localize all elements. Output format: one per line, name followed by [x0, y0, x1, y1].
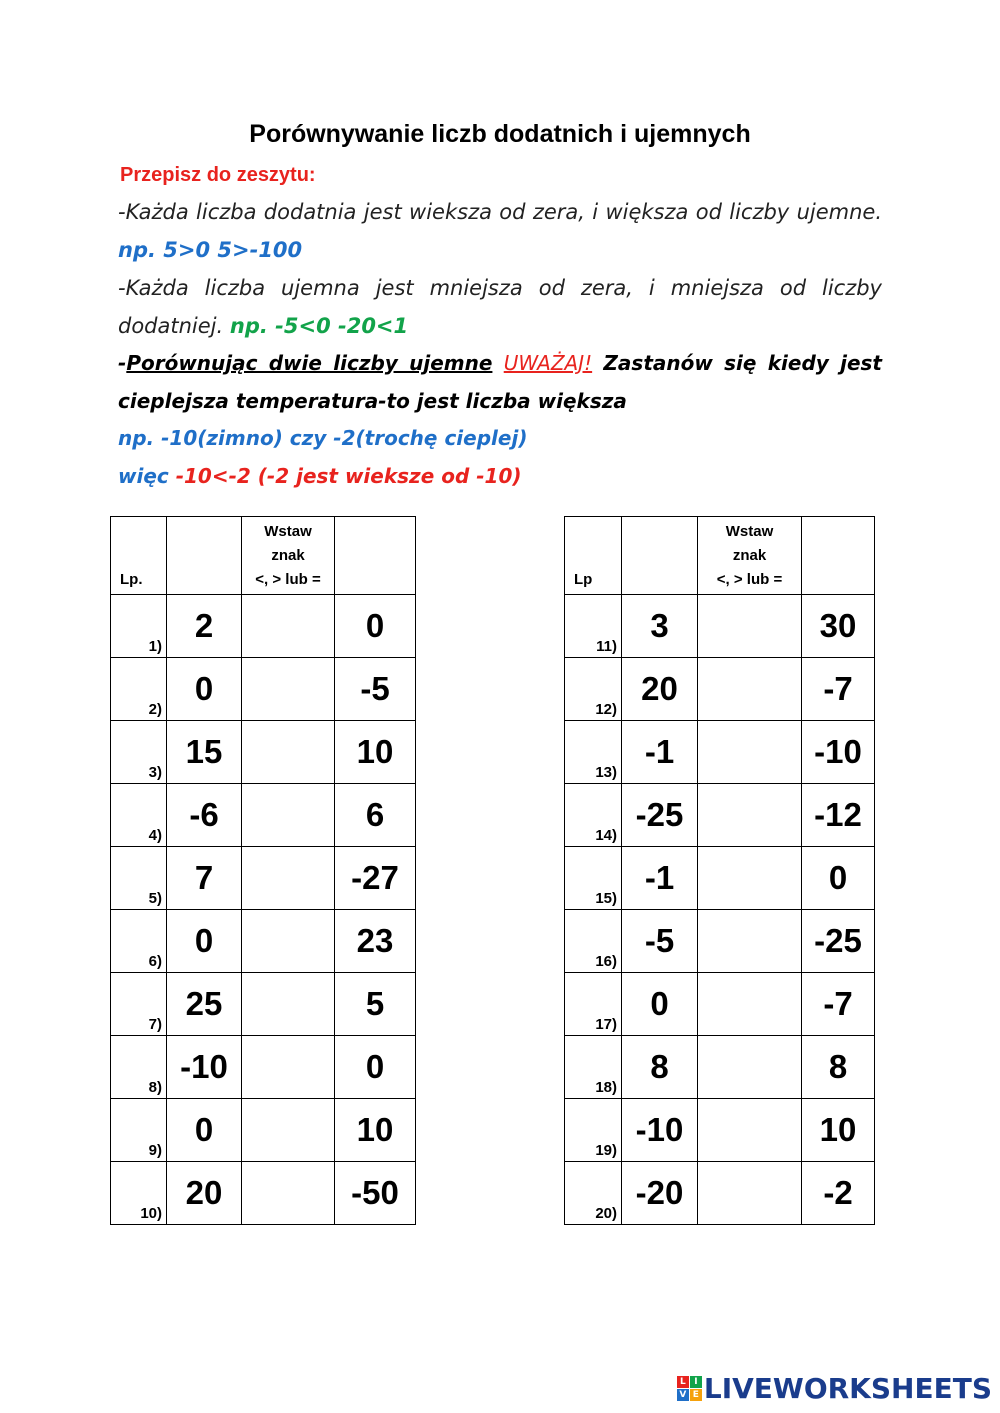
- logo-letter: V: [677, 1389, 689, 1401]
- sign-header-line-3: <, > lub =: [255, 570, 321, 588]
- sign-answer-box[interactable]: [242, 1036, 335, 1099]
- sign-answer-box[interactable]: [698, 1099, 802, 1162]
- second-number: 6: [335, 784, 416, 847]
- table-header-row: [111, 517, 416, 595]
- second-number: -12: [802, 784, 875, 847]
- sign-answer-box[interactable]: [242, 658, 335, 721]
- exercise-row: [565, 1099, 875, 1162]
- lp-cell: [565, 595, 622, 658]
- sign-header: [698, 517, 802, 595]
- first-number: 7: [167, 847, 242, 910]
- exercise-row: [565, 595, 875, 658]
- exercise-table-right: [564, 516, 875, 1225]
- row-number: 12): [595, 701, 617, 718]
- sign-answer-box[interactable]: [242, 1162, 335, 1225]
- sign-answer-box[interactable]: [242, 595, 335, 658]
- lp-cell: [111, 1099, 167, 1162]
- lp-cell: [111, 910, 167, 973]
- sign-answer-box[interactable]: [242, 1099, 335, 1162]
- row-number: 20): [595, 1205, 617, 1222]
- lp-cell: [565, 784, 622, 847]
- exercise-row: [111, 910, 416, 973]
- lp-cell: [565, 1162, 622, 1225]
- sign-answer-box[interactable]: [698, 1162, 802, 1225]
- lp-cell: [111, 1162, 167, 1225]
- sign-answer-box[interactable]: [698, 721, 802, 784]
- first-number: 0: [167, 1099, 242, 1162]
- exercise-row: [565, 1162, 875, 1225]
- number-header-cell: [622, 517, 698, 595]
- number-header-cell: [167, 517, 242, 595]
- exercise-row: [565, 910, 875, 973]
- rule-two-negatives: [118, 345, 882, 420]
- number-header-cell: [802, 517, 875, 595]
- second-number: 0: [335, 595, 416, 658]
- first-number: 2: [167, 595, 242, 658]
- exercise-row: [111, 658, 416, 721]
- sign-answer-box[interactable]: [698, 1036, 802, 1099]
- logo-text: LIVEWORKSHEETS: [703, 1372, 992, 1405]
- first-number: 15: [167, 721, 242, 784]
- rule-negative-text: -Każda liczba ujemna jest mniejsza od zera, i mniejsza od liczby dodatniej.: [118, 276, 882, 338]
- sign-header-line-2: znak: [271, 546, 305, 564]
- logo-letter: L: [677, 1376, 689, 1388]
- first-number: -10: [622, 1099, 698, 1162]
- sign-answer-box[interactable]: [242, 847, 335, 910]
- exercise-row: [565, 784, 875, 847]
- first-number: -6: [167, 784, 242, 847]
- example-line-2-prefix: więc: [118, 464, 176, 488]
- row-number: 9): [148, 1142, 162, 1159]
- first-number: -20: [622, 1162, 698, 1225]
- first-number: -10: [167, 1036, 242, 1099]
- example-line-2: [118, 458, 882, 496]
- number-header-cell: [335, 517, 416, 595]
- row-number: 10): [140, 1205, 162, 1222]
- rule-negative-example: np. -5<0 -20<1: [229, 313, 409, 338]
- row-number: 18): [595, 1079, 617, 1096]
- exercise-row: [111, 1162, 416, 1225]
- first-number: 20: [167, 1162, 242, 1225]
- second-number: 10: [802, 1099, 875, 1162]
- second-number: 30: [802, 595, 875, 658]
- rule-two-negatives-underlined: Porównując dwie liczby ujemne: [126, 351, 493, 375]
- first-number: -25: [622, 784, 698, 847]
- sign-answer-box[interactable]: [698, 595, 802, 658]
- exercise-row: [111, 1036, 416, 1099]
- logo-letter: E: [690, 1389, 702, 1401]
- row-number: 1): [148, 638, 162, 655]
- second-number: -10: [802, 721, 875, 784]
- exercise-row: [111, 595, 416, 658]
- first-number: 20: [622, 658, 698, 721]
- sign-header-line-1: Wstaw: [264, 522, 312, 540]
- lp-header-cell: [565, 517, 622, 595]
- second-number: -5: [335, 658, 416, 721]
- first-number: 25: [167, 973, 242, 1036]
- first-number: -1: [622, 721, 698, 784]
- lp-header-cell: [111, 517, 167, 595]
- page-title: Porównywanie liczb dodatnich i ujemnych: [249, 120, 751, 148]
- sign-answer-box[interactable]: [242, 973, 335, 1036]
- row-number: 8): [148, 1079, 162, 1096]
- row-number: 11): [596, 638, 617, 655]
- exercise-row: [565, 721, 875, 784]
- exercise-row: [111, 721, 416, 784]
- first-number: -5: [622, 910, 698, 973]
- sign-answer-box[interactable]: [698, 784, 802, 847]
- row-number: 3): [148, 764, 162, 781]
- lp-cell: [111, 658, 167, 721]
- second-number: -25: [802, 910, 875, 973]
- lp-cell: [111, 1036, 167, 1099]
- lp-cell: [111, 973, 167, 1036]
- sign-answer-box[interactable]: [242, 784, 335, 847]
- lp-cell: [565, 847, 622, 910]
- exercise-row: [111, 784, 416, 847]
- second-number: 0: [335, 1036, 416, 1099]
- row-number: 6): [148, 953, 162, 970]
- lp-cell: [111, 847, 167, 910]
- first-number: 0: [622, 973, 698, 1036]
- first-number: 0: [167, 658, 242, 721]
- lp-header: Lp.: [120, 571, 143, 588]
- exercise-row: [565, 658, 875, 721]
- lp-cell: [565, 910, 622, 973]
- second-number: -2: [802, 1162, 875, 1225]
- sign-header-line-2: znak: [732, 546, 767, 564]
- exercise-row: [565, 973, 875, 1036]
- rule-dash: -: [118, 351, 127, 375]
- sign-answer-box[interactable]: [242, 721, 335, 784]
- sign-answer-box[interactable]: [698, 910, 802, 973]
- exercise-row: [111, 973, 416, 1036]
- example-line-2-result: -10<-2 (-2 jest wieksze od -10): [175, 464, 522, 488]
- row-number: 14): [595, 827, 617, 844]
- second-number: 8: [802, 1036, 875, 1099]
- second-number: -7: [802, 658, 875, 721]
- rule-negative: [118, 270, 882, 345]
- second-number: 10: [335, 1099, 416, 1162]
- row-number: 19): [595, 1142, 617, 1159]
- example-line-1: np. -10(zimno) czy -2(trochę cieplej): [118, 426, 528, 450]
- second-number: 23: [335, 910, 416, 973]
- row-number: 16): [595, 953, 617, 970]
- lp-cell: [111, 784, 167, 847]
- rule-positive-text: -Każda liczba dodatnia jest wieksza od zera, i większa od liczby ujemne.: [118, 200, 882, 224]
- second-number: -50: [335, 1162, 416, 1225]
- sign-answer-box[interactable]: [242, 910, 335, 973]
- table-header-row: [565, 517, 875, 595]
- sign-answer-box[interactable]: [698, 658, 802, 721]
- lp-cell: [111, 721, 167, 784]
- logo-letter: I: [690, 1376, 702, 1388]
- second-number: 5: [335, 973, 416, 1036]
- sign-answer-box[interactable]: [698, 973, 802, 1036]
- second-number: -27: [335, 847, 416, 910]
- logo-mark-icon: [677, 1376, 702, 1401]
- lp-cell: [565, 973, 622, 1036]
- exercise-row: [565, 1036, 875, 1099]
- row-number: 15): [595, 890, 617, 907]
- exercise-row: [111, 847, 416, 910]
- second-number: 0: [802, 847, 875, 910]
- first-number: 0: [167, 910, 242, 973]
- lp-cell: [565, 721, 622, 784]
- rule-positive-example: np. 5>0 5>-100: [118, 237, 303, 262]
- exercise-row: [111, 1099, 416, 1162]
- first-number: -1: [622, 847, 698, 910]
- exercise-table-left: [110, 516, 416, 1225]
- sign-header-line-1: Wstaw: [725, 522, 774, 540]
- second-number: 10: [335, 721, 416, 784]
- row-number: 4): [148, 827, 162, 844]
- sign-answer-box[interactable]: [698, 847, 802, 910]
- liveworksheets-logo[interactable]: [677, 1372, 992, 1405]
- sign-header: [242, 517, 335, 595]
- first-number: 8: [622, 1036, 698, 1099]
- lp-cell: [111, 595, 167, 658]
- lp-cell: [565, 1036, 622, 1099]
- rule-positive: [118, 194, 882, 269]
- row-number: 13): [595, 764, 617, 781]
- exercise-row: [565, 847, 875, 910]
- lp-cell: [565, 1099, 622, 1162]
- row-number: 7): [148, 1016, 162, 1033]
- first-number: 3: [622, 595, 698, 658]
- row-number: 17): [595, 1016, 617, 1033]
- row-number: 2): [148, 701, 162, 718]
- row-number: 5): [148, 890, 162, 907]
- lp-cell: [565, 658, 622, 721]
- instruction-label: Przepisz do zeszytu:: [120, 164, 316, 186]
- sign-header-line-3: <, > lub =: [716, 570, 783, 588]
- lp-header: Lp: [574, 571, 593, 588]
- rule-two-negatives-rest: Zastanów się kiedy jest cieplejsza temperatura-to jest liczba większa: [118, 351, 882, 413]
- second-number: -7: [802, 973, 875, 1036]
- warning-text: UWAŻAJ!: [503, 351, 593, 375]
